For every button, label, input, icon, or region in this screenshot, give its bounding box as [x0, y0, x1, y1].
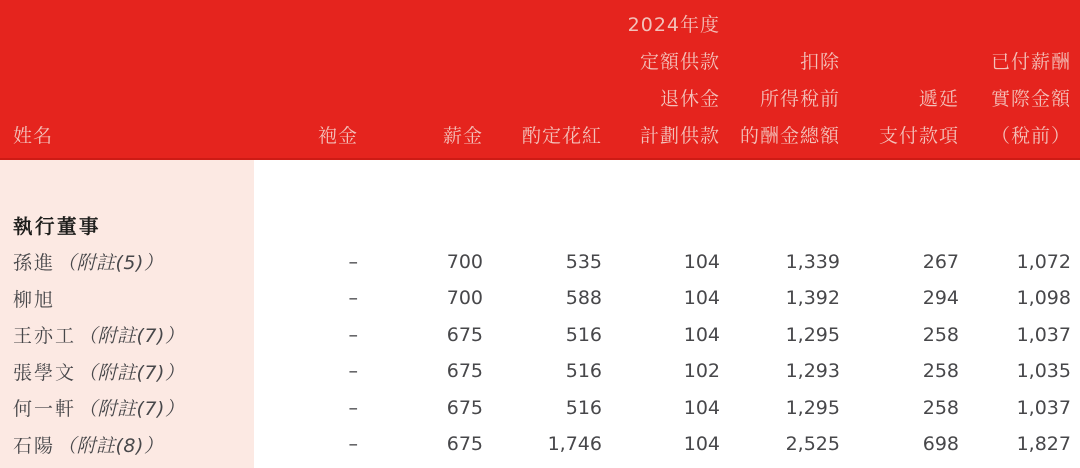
director-note: （附註(8)）: [57, 434, 164, 457]
table-row: [0, 353, 1080, 390]
director-note: （附註(7)）: [78, 398, 185, 421]
column-header-salary-label: 薪金: [442, 125, 483, 147]
table-body: [0, 160, 1080, 468]
pretax-total-value: 1,295: [785, 323, 840, 346]
column-header-fees: [254, 118, 358, 155]
column-header-pension-line: 定額供款: [639, 51, 720, 73]
column-header-deferred-line: 遞延: [918, 88, 959, 110]
column-header-bonus-label: 酌定花紅: [521, 125, 602, 147]
year-label: 2024年度: [627, 14, 720, 36]
column-header-bonus: [483, 118, 602, 155]
column-header-paid-actual: [959, 44, 1080, 155]
paid-actual-value: 1,098: [1016, 287, 1071, 310]
pension-value: 104: [683, 433, 720, 456]
column-header-paid-actual-line: 已付薪酬: [990, 51, 1071, 73]
column-header-salary: [358, 118, 483, 155]
column-header-pretax-total-line: 扣除: [799, 51, 840, 73]
column-header-pension-line: 計劃供款: [639, 125, 720, 147]
column-header-pension-line: 退休金: [659, 88, 720, 110]
column-header-name-label: 姓名: [13, 125, 54, 147]
salary-value: 675: [446, 396, 483, 419]
pension-value: 102: [683, 360, 720, 383]
director-name: 王亦工: [13, 325, 77, 348]
pretax-total-value: 1,293: [785, 360, 840, 383]
table-row: [0, 426, 1080, 463]
paid-actual-value: 1,037: [1016, 323, 1071, 346]
column-header-pretax-total: [720, 44, 840, 155]
pension-value: 104: [683, 396, 720, 419]
fees-value: –: [348, 396, 358, 419]
pretax-total-value: 1,339: [785, 250, 840, 273]
director-name: 何一軒: [13, 398, 77, 421]
fees-value: –: [348, 433, 358, 456]
deferred-value: 294: [922, 287, 959, 310]
director-note: （附註(7)）: [78, 325, 185, 348]
section-label: 執行董事: [13, 215, 102, 239]
fees-value: –: [348, 250, 358, 273]
director-name-cell: [0, 353, 254, 390]
pretax-total-value: 1,392: [785, 287, 840, 310]
director-name-cell: [0, 426, 254, 463]
paid-actual-value: 1,072: [1016, 250, 1071, 273]
fees-value: –: [348, 323, 358, 346]
salary-value: 675: [446, 433, 483, 456]
director-name: 柳旭: [13, 288, 56, 311]
table-header: [0, 0, 1080, 160]
bonus-value: 516: [565, 360, 602, 383]
pretax-total-value: 2,525: [785, 433, 840, 456]
pension-value: 104: [683, 250, 720, 273]
column-header-paid-actual-line: 實際金額: [990, 88, 1071, 110]
bonus-value: 1,746: [547, 433, 602, 456]
deferred-value: 258: [922, 323, 959, 346]
salary-value: 675: [446, 323, 483, 346]
pension-value: 104: [683, 323, 720, 346]
director-name-cell: [0, 244, 254, 281]
column-header-paid-actual-line: （稅前）: [990, 125, 1071, 147]
paid-actual-value: 1,827: [1016, 433, 1071, 456]
section-row: [0, 207, 1080, 244]
pretax-total-value: 1,295: [785, 396, 840, 419]
section-cell: [0, 207, 254, 244]
director-name-cell: [0, 280, 254, 317]
bonus-value: 516: [565, 323, 602, 346]
pension-value: 104: [683, 287, 720, 310]
bonus-value: 516: [565, 396, 602, 419]
column-header-fees-label: 袍金: [317, 125, 358, 147]
director-name: 孫進: [13, 252, 56, 275]
fees-value: –: [348, 360, 358, 383]
table-row: [0, 317, 1080, 354]
paid-actual-value: 1,037: [1016, 396, 1071, 419]
table-row: [0, 280, 1080, 317]
director-name-cell: [0, 390, 254, 427]
fees-value: –: [348, 287, 358, 310]
column-header-pension: [602, 7, 720, 155]
spacer-row: [0, 160, 1080, 207]
name-column-stripe: [0, 160, 254, 207]
director-name: 張學文: [13, 361, 77, 384]
deferred-value: 698: [922, 433, 959, 456]
bonus-value: 535: [565, 250, 602, 273]
filler-row: [0, 463, 1080, 468]
director-note: （附註(5)）: [57, 252, 164, 275]
column-header-deferred-line: 支付款項: [878, 125, 959, 147]
director-name-cell: [0, 317, 254, 354]
deferred-value: 258: [922, 396, 959, 419]
column-header-pretax-total-line: 的酬金總額: [739, 125, 840, 147]
name-column-stripe: [0, 463, 254, 468]
salary-value: 675: [446, 360, 483, 383]
director-name: 石陽: [13, 434, 56, 457]
director-note: （附註(7)）: [78, 361, 185, 384]
salary-value: 700: [446, 287, 483, 310]
table-row: [0, 244, 1080, 281]
column-header-deferred: [840, 81, 959, 155]
bonus-value: 588: [565, 287, 602, 310]
salary-value: 700: [446, 250, 483, 273]
column-header-name: [0, 118, 254, 155]
deferred-value: 258: [922, 360, 959, 383]
table-row: [0, 390, 1080, 427]
deferred-value: 267: [922, 250, 959, 273]
column-header-pretax-total-line: 所得稅前: [759, 88, 840, 110]
paid-actual-value: 1,035: [1016, 360, 1071, 383]
